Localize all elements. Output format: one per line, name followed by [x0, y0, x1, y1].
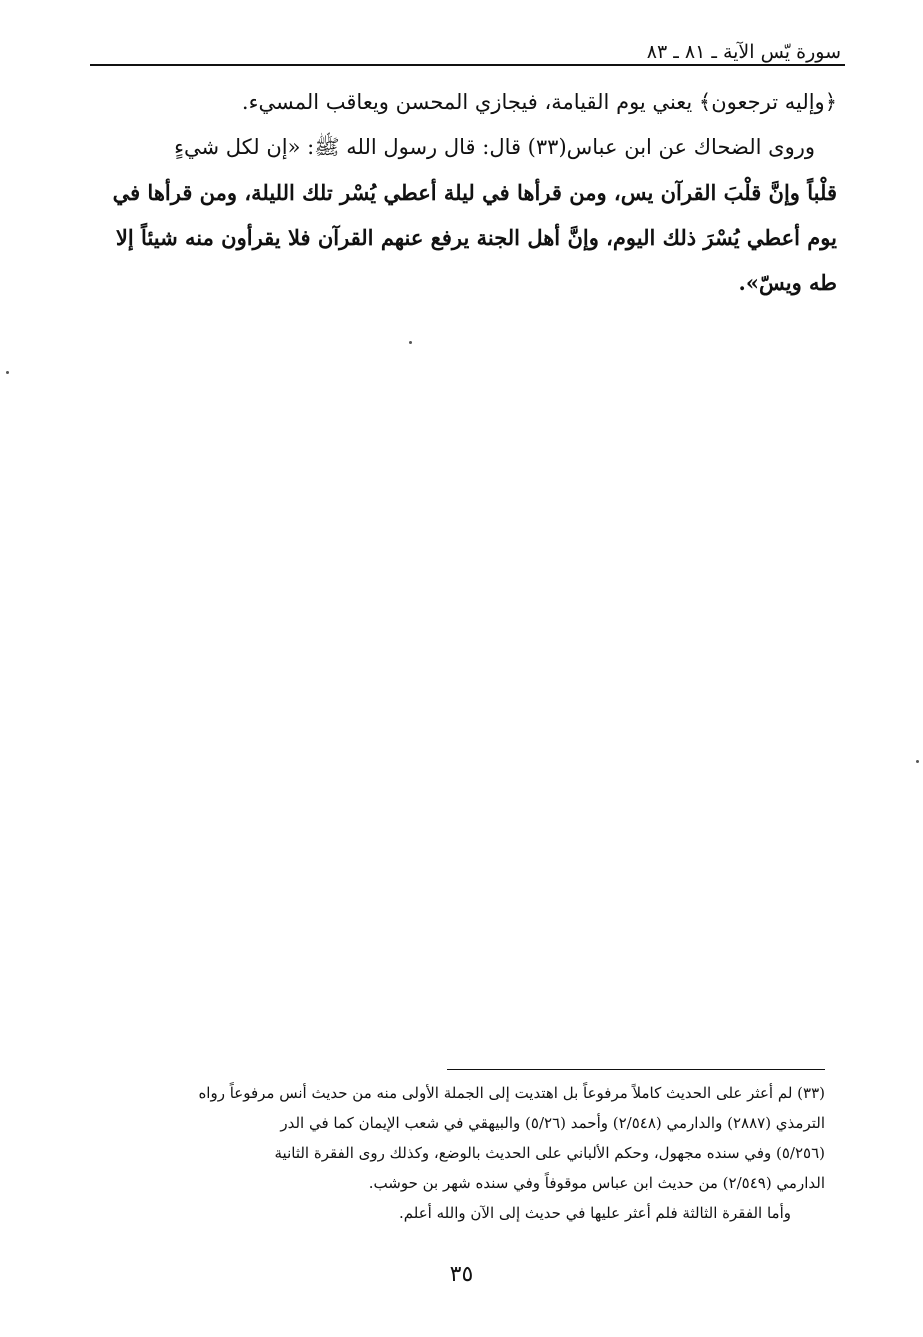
- hadith-line-4: طه ويسّ».: [738, 270, 837, 295]
- header-rule: [90, 64, 845, 66]
- footnote-line-1: (٣٣) لم أعثر على الحديث كاملاً مرفوعاً بل اهتديت إلى الجملة الأولى منه من حديث أنس مرفوعاً رواه: [198, 1084, 825, 1102]
- hadith-line-3: يوم أعطي يُسْرَ ذلك اليوم، وإنَّ أهل الجنة يرفع عنهم القرآن فلا يقرأون منه شيئاً إلا: [115, 225, 837, 250]
- main-text: [87, 80, 837, 305]
- hadith-line-1: وروى الضحاك عن ابن عباس(٣٣) قال: قال رسول الله ﷺ: «إن لكل شيءٍ: [174, 135, 815, 159]
- footnote-line-5: وأما الفقرة الثالثة فلم أعثر عليها في حديث إلى الآن والله أعلم.: [399, 1204, 791, 1222]
- footnote: [95, 1078, 825, 1228]
- running-head: سورة يّس الآية ـ ٨١ ـ ٨٣: [646, 41, 841, 63]
- scan-speck: [916, 760, 919, 763]
- footnote-rule: [447, 1069, 825, 1070]
- verse-line: ﴿وإليه ترجعون﴾ يعني يوم القيامة، فيجازي المحسن ويعاقب المسيء.: [241, 90, 837, 114]
- footnote-line-4: الدارمي (٢/٥٤٩) من حديث ابن عباس موقوفاً وفي سنده شهر بن حوشب.: [368, 1174, 825, 1192]
- hadith-line-2: قلْباً وإنَّ قلْبَ القرآن يس، ومن قرأها في ليلة أعطي يُسْر تلك الليلة، ومن قرأها في: [112, 180, 837, 205]
- page-number: ٣٥: [449, 1262, 474, 1287]
- scan-speck: [409, 341, 412, 344]
- scan-speck: [6, 371, 9, 374]
- footnote-line-3: (٥/٢٥٦) وفي سنده مجهول، وحكم الألباني على الحديث بالوضع، وكذلك روى الفقرة الثانية: [274, 1144, 825, 1162]
- footnote-line-2: الترمذي (٢٨٨٧) والدارمي (٢/٥٤٨) وأحمد (٥/٢٦) والبيهقي في شعب الإيمان كما في الدر: [280, 1114, 825, 1132]
- hadith-paragraph: [87, 125, 837, 305]
- verse-paragraph: [87, 80, 837, 125]
